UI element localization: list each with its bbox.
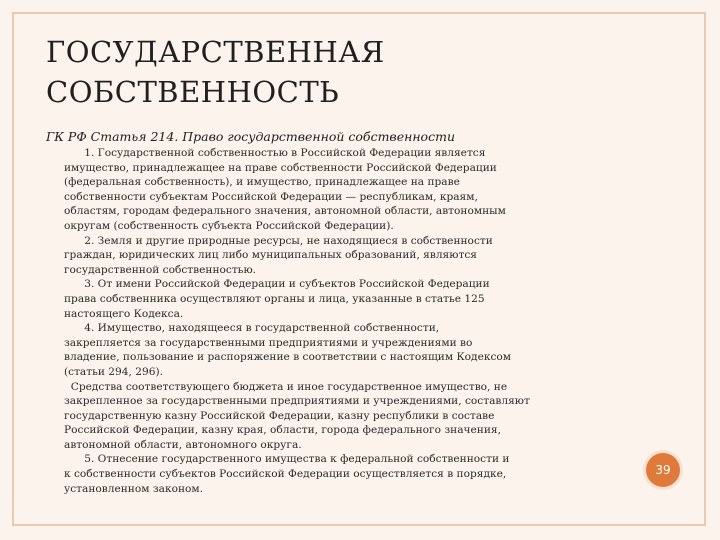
body-line: владение, пользование и распоряжение в соответствии с настоящим Кодексом: [64, 351, 512, 364]
body-line: установленном законом.: [64, 482, 203, 495]
article-body: [64, 146, 624, 496]
article-heading: ГК РФ Статья 214. Право государственной собственности: [46, 129, 455, 144]
body-line: (федеральная собственность), и имущество, принадлежащее на праве: [64, 176, 460, 189]
body-line: государственной собственностью.: [64, 263, 257, 276]
body-line: округам (собственность субъекта Российской Федерации).: [64, 219, 394, 232]
body-line: областям, городам федерального значения, автономной области, автономным: [64, 205, 506, 218]
slide-title: [46, 32, 646, 112]
body-line: государственную казну Российской Федерации, казну республики в составе: [64, 409, 495, 422]
body-line: закрепленное за государственными предприятиями и учреждениями, составляют: [64, 395, 530, 408]
body-line: настоящего Кодекса.: [64, 307, 184, 320]
body-line: граждан, юридических лиц либо муниципальных образований, являются: [64, 249, 477, 262]
body-line: 3. От имени Российской Федерации и субъектов Российской Федерации: [64, 278, 490, 291]
page-number-badge: 39: [643, 450, 683, 490]
body-line: (статьи 294, 296).: [64, 365, 163, 378]
body-line: 5. Отнесение государственного имущества к федеральной собственности и: [64, 453, 510, 466]
body-line: закрепляется за государственными предприятиями и учреждениями во: [64, 336, 473, 349]
body-line: Средства соответствующего бюджета и иное государственное имущество, не: [64, 380, 508, 393]
body-line: права собственника осуществляют органы и лица, указанные в статье 125: [64, 292, 485, 305]
body-line: имущество, принадлежащее на праве собственности Российской Федерации: [64, 161, 497, 174]
body-line: 1. Государственной собственностью в Российской Федерации является: [64, 147, 486, 159]
slide-title-line-1: ГОСУДАРСТВЕННАЯ: [46, 35, 385, 69]
slide-title-line-2: СОБСТВЕННОСТЬ: [46, 75, 340, 109]
body-line: собственности субъектам Российской Федерации — республикам, краям,: [64, 190, 478, 203]
body-line: 4. Имущество, находящееся в государственной собственности,: [64, 322, 440, 335]
body-line: 2. Земля и другие природные ресурсы, не находящиеся в собственности: [64, 234, 493, 247]
body-line: автономной области, автономного округа.: [64, 438, 302, 451]
body-line: Российской Федерации, казну края, области, города федерального значения,: [64, 424, 501, 437]
body-line: к собственности субъектов Российской Федерации осуществляется в порядке,: [64, 468, 507, 481]
